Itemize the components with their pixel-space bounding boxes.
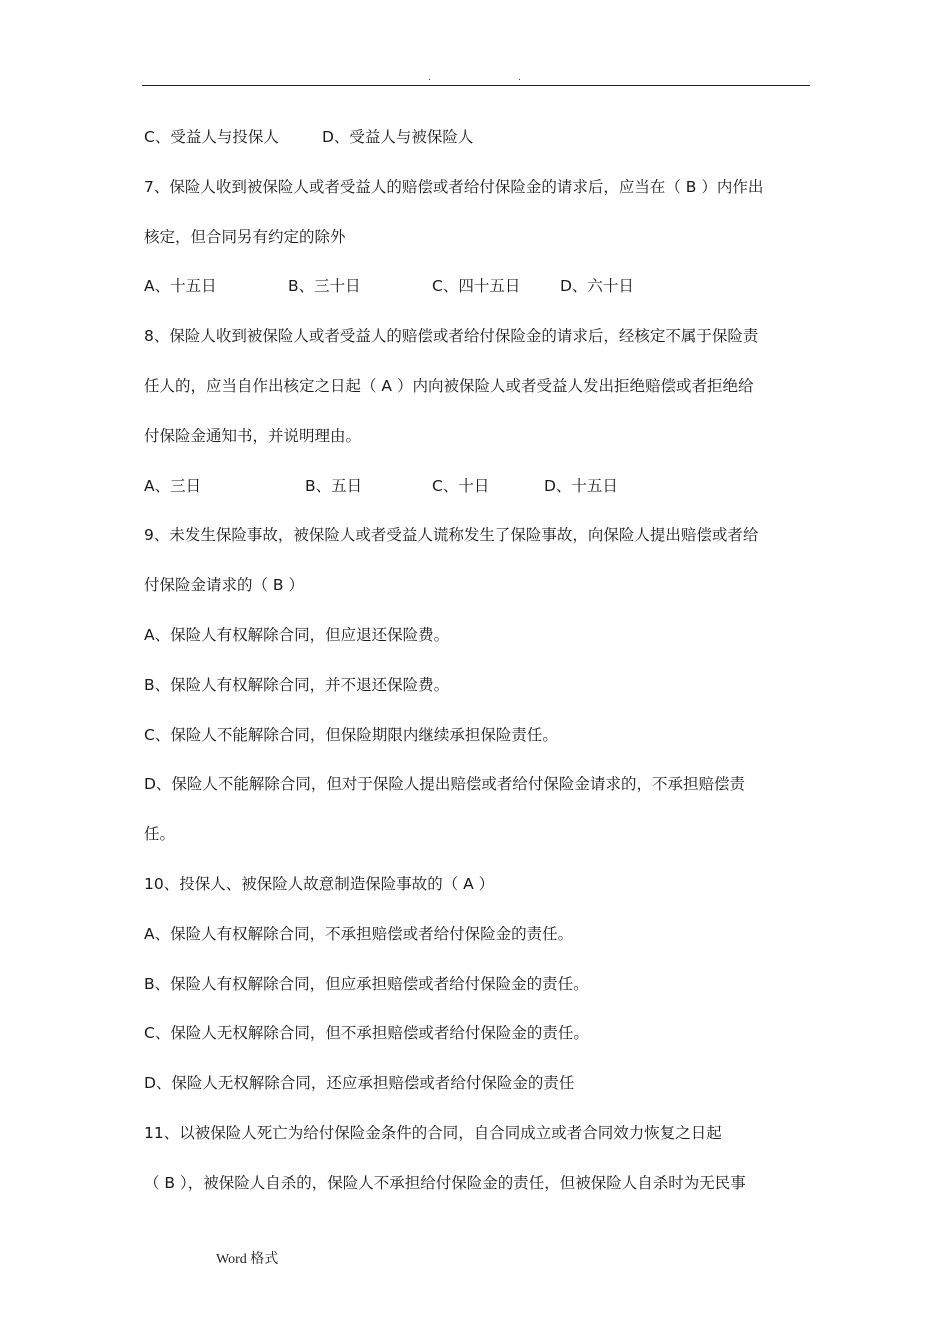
question-10: 10、投保人、被保险人故意制造保险事故的（ A ） [144, 874, 495, 893]
header-divider [142, 85, 810, 86]
answer-option-a: A、保险人有权解除合同，但应退还保险费。 [144, 625, 450, 644]
options-line-q6 [144, 118, 812, 168]
page-footer: Word 格式 [216, 1252, 279, 1267]
header-dot-right: . [518, 73, 521, 83]
question-11: 11、以被保险人死亡为给付保险金条件的合同，自合同成立或者合同效力恢复之日起 [144, 1123, 722, 1142]
option-d: D、十五日 [544, 476, 618, 495]
header-dot-left: . [428, 73, 431, 83]
question-8-cont2: 付保险金通知书，并说明理由。 [144, 426, 362, 445]
question-8: 8、保险人收到被保险人或者受益人的赔偿或者给付保险金的请求后，经核定不属于保险责 [144, 327, 759, 346]
question-11-cont: （ B ），被保险人自杀的，保险人不承担给付保险金的责任，但被保险人自杀时为无民事 [144, 1173, 746, 1192]
answer-option-c: C、保险人无权解除合同，但不承担赔偿或者给付保险金的责任。 [144, 1024, 589, 1043]
option-c: C、十日 [432, 476, 490, 495]
question-8-cont: 任人的，应当自作出核定之日起（ A ）内向被保险人或者受益人发出拒绝赔偿或者拒绝给 [144, 376, 754, 395]
question-7-cont: 核定，但合同另有约定的除外 [144, 227, 346, 246]
question-9: 9、未发生保险事故，被保险人或者受益人谎称发生了保险事故，向保险人提出赔偿或者给 [144, 526, 759, 545]
question-9-cont: 付保险金请求的（ B ） [144, 576, 304, 595]
answer-option-c: C、保险人不能解除合同，但保险期限内继续承担保险责任。 [144, 725, 558, 744]
answer-option-d: D、保险人无权解除合同，还应承担赔偿或者给付保险金的责任 [144, 1074, 575, 1093]
option-a: A、三日 [144, 476, 202, 495]
options-line-q8 [144, 467, 812, 517]
answer-option-b: B、保险人有权解除合同，但应承担赔偿或者给付保险金的责任。 [144, 974, 589, 993]
option-c: C、四十五日 [432, 277, 521, 296]
answer-option-a: A、保险人有权解除合同，不承担赔偿或者给付保险金的责任。 [144, 924, 574, 943]
options-line-q7 [144, 267, 812, 317]
answer-option-d-cont: 任。 [144, 825, 176, 844]
answer-option-d: D、保险人不能解除合同，但对于保险人提出赔偿或者给付保险金请求的，不承担赔偿责 [144, 775, 745, 794]
document-body [144, 118, 812, 1214]
option-b: B、三十日 [288, 277, 361, 296]
option-a: A、十五日 [144, 277, 217, 296]
page-header [0, 74, 950, 84]
option-d: D、六十日 [560, 277, 634, 296]
answer-option-b: B、保险人有权解除合同，并不退还保险费。 [144, 675, 450, 694]
option-d: D、受益人与被保险人 [322, 128, 474, 146]
option-c: C、受益人与投保人 [144, 128, 279, 146]
option-b: B、五日 [305, 476, 363, 495]
question-7: 7、保险人收到被保险人或者受益人的赔偿或者给付保险金的请求后，应当在（ B ）内作出 [144, 177, 764, 196]
